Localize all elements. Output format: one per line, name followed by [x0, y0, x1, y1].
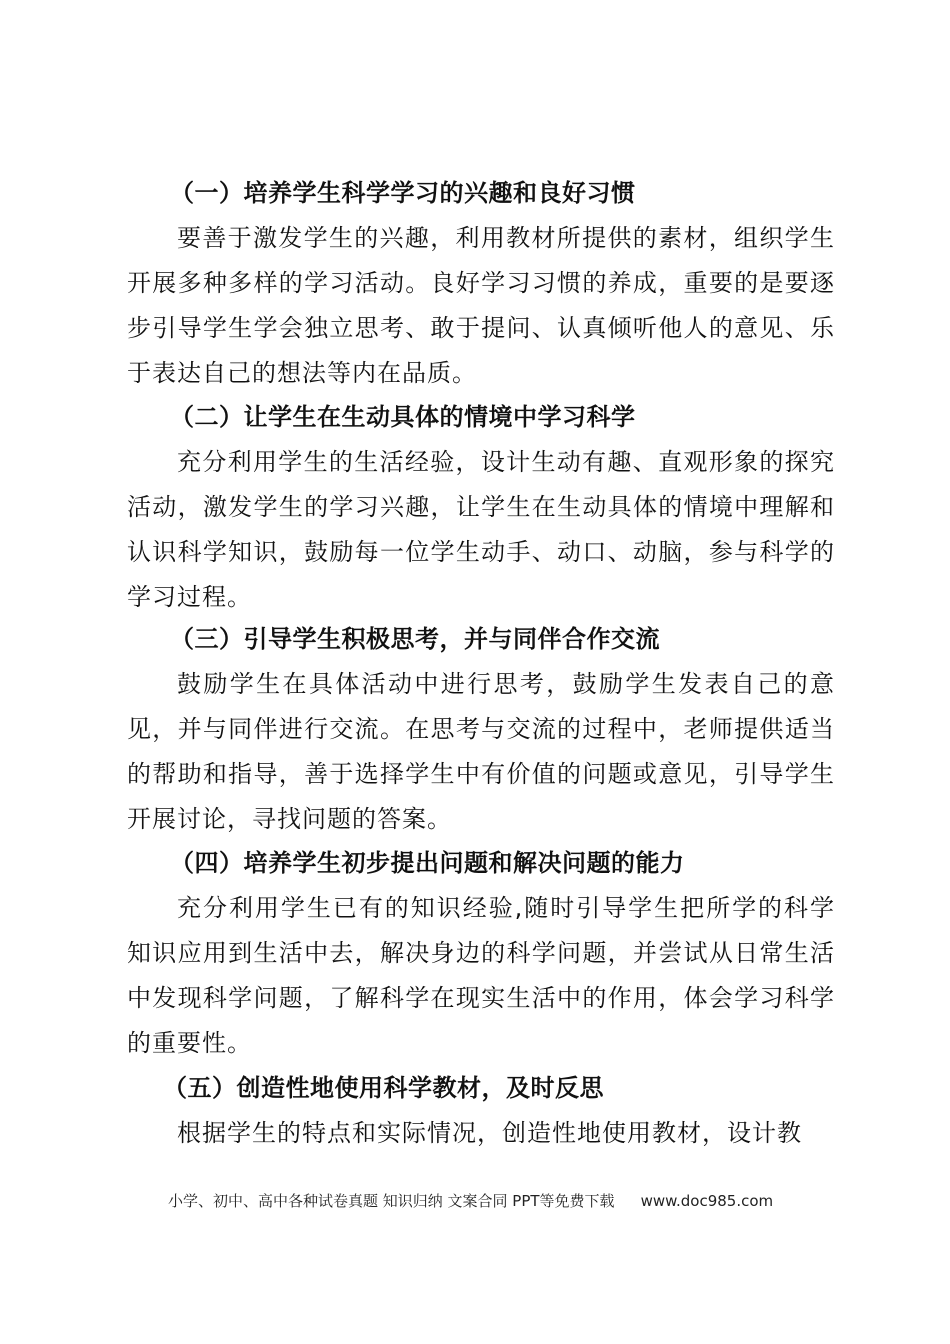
section-4-heading: （四）培养学生初步提出问题和解决问题的能力 — [170, 849, 685, 877]
section-2-heading: （二）让学生在生动具体的情境中学习科学 — [170, 403, 636, 431]
page-footer — [168, 1190, 773, 1212]
footer-url[interactable]: www.doc985.com — [640, 1192, 774, 1210]
section-5-body: 根据学生的特点和实际情况，创造性地使用教材，设计教 — [177, 1119, 802, 1147]
footer-text: 小学、初中、高中各种试卷真题 知识归纳 文案合同 PPT等免费下载 — [168, 1192, 615, 1210]
section-4-body: 充分利用学生已有的知识经验,随时引导学生把所学的科学知识应用到生活中去，解决身边的科学问题，并尝试从日常生活中发现科学问题，了解科学在现实生活中的作用，体会学习科学的重要性。 — [127, 894, 835, 1057]
section-5-heading: （五）创造性地使用科学教材，及时反思 — [163, 1074, 604, 1102]
section-1-heading: （一）培养学生科学学习的兴趣和良好习惯 — [170, 179, 636, 207]
section-2-body: 充分利用学生的生活经验，设计生动有趣、直观形象的探究活动，激发学生的学习兴趣，让学生在生动具体的情境中理解和认识科学知识，鼓励每一位学生动手、动口、动脑，参与科学的学习过程。 — [127, 448, 835, 611]
section-3-heading: （三）引导学生积极思考，并与同伴合作交流 — [170, 625, 660, 653]
section-1-body: 要善于激发学生的兴趣，利用教材所提供的素材，组织学生开展多种多样的学习活动。良好学习习惯的养成，重要的是要逐步引导学生学会独立思考、敢于提问、认真倾听他人的意见、乐于表达自己的想法等内在品质。 — [127, 224, 835, 387]
section-3-body: 鼓励学生在具体活动中进行思考，鼓励学生发表自己的意见，并与同伴进行交流。在思考与交流的过程中，老师提供适当的帮助和指导，善于选择学生中有价值的问题或意见，引导学生开展讨论，寻找问题的答案。 — [127, 670, 835, 833]
